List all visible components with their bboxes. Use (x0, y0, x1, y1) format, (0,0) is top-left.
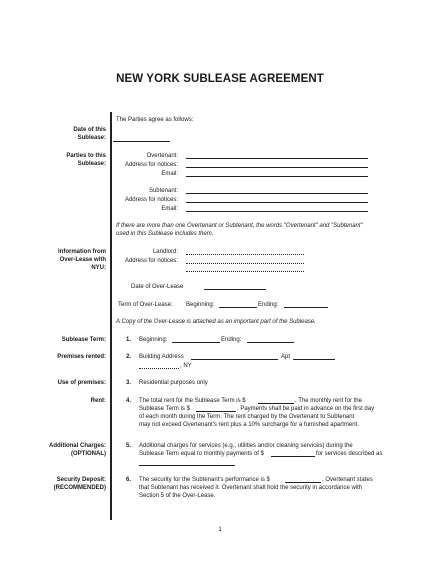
charges-line-1: Additional charges for services (e.g., utilities and/or cleaning services) during the (139, 443, 353, 449)
landlord-address-label: Address for notices: (124, 258, 178, 264)
subtenant-address-label: Address for notices: (124, 197, 178, 203)
building-address-label: Building Address (139, 354, 184, 360)
document-title: NEW YORK SUBLEASE AGREEMENT (116, 73, 324, 85)
info-label-3: NYU: (91, 265, 106, 271)
date-label-1: Date of this (73, 127, 106, 133)
overtenant-address-label: Address for notices: (124, 162, 178, 168)
subtenant-field[interactable] (186, 193, 368, 194)
overtenant-email-label: Email: (161, 171, 178, 177)
parties-label-1: Parties to this (66, 153, 106, 159)
deposit-line-1a: The security for the Subtenant's performance is $ (139, 477, 270, 483)
info-label-2: Over-Lease with (59, 257, 106, 263)
landlord-address-field-2[interactable] (186, 271, 304, 272)
parties-label-2: Sublease: (77, 161, 106, 167)
premises-label: Premises rented: (57, 354, 106, 360)
item-number-5: 5. (126, 443, 132, 449)
deposit-line-3: Section 5 of the Over-Lease. (139, 493, 216, 499)
item-number-3: 3. (126, 380, 132, 386)
overlease-date-field[interactable] (204, 289, 266, 290)
rent-line-3: of each month during the Term. The rent charged by the Overtenant to Subtenant (139, 414, 355, 420)
term-label: Sublease Term: (61, 337, 106, 343)
rent-line-4: may not exceed Overtenant's rent plus a 10% surcharge for a furnished apartment. (139, 422, 359, 428)
rent-line-1b: . The monthly rent for the (295, 398, 362, 404)
apt-field[interactable] (293, 359, 335, 360)
building-address-field[interactable] (191, 359, 278, 360)
item-number-2: 2. (126, 354, 132, 360)
charges-label-1: Additional Charges: (48, 443, 106, 449)
intro-text: The Parties agree as follows: (116, 117, 194, 123)
item-number-6: 6. (126, 477, 132, 483)
subtenant-label: Subtenant: (148, 188, 178, 194)
rent-line-1a: The total rent for the Sublease Term is $ (139, 398, 246, 404)
term-beginning-label: Beginning: (139, 337, 168, 343)
rent-line-2a: Sublease Term is $ (139, 406, 190, 412)
overlease-ending-label: Ending: (258, 302, 279, 308)
deposit-amount-field[interactable] (285, 482, 321, 483)
city-field[interactable] (139, 368, 179, 369)
overtenant-label: Overtenant: (146, 153, 178, 159)
deposit-label-2: (RECOMMENDED) (53, 485, 106, 491)
overlease-ending-field[interactable] (284, 307, 328, 308)
date-label-2: Sublease: (77, 135, 106, 141)
overtenant-field[interactable] (186, 158, 368, 159)
subtenant-email-label: Email: (161, 206, 178, 212)
date-field[interactable] (113, 141, 170, 142)
overlease-copy-note: A Copy of the Over-Lease is attached as an important part of the Sublease. (116, 319, 316, 325)
charges-line-2b: for services described as (316, 451, 383, 457)
rent-label: Rent: (90, 398, 106, 404)
charges-line-2a: Sublease Term equal to monthly payments of $ (139, 451, 264, 457)
charges-label-2: (OPTIONAL) (71, 451, 106, 457)
subtenant-address-field[interactable] (186, 202, 368, 203)
info-label-1: Information from (58, 249, 106, 255)
plural-note-line-2: used in this Sublease includes them. (116, 231, 214, 237)
deposit-label-1: Security Deposit: (56, 477, 106, 483)
landlord-field[interactable] (186, 254, 304, 255)
subtenant-email-field[interactable] (186, 211, 368, 212)
overlease-term-label: Term of Over-Lease: (118, 302, 173, 308)
use-label: Use of premises: (57, 380, 106, 386)
overtenant-email-field[interactable] (186, 176, 368, 177)
landlord-address-field[interactable] (186, 263, 304, 264)
overlease-beginning-label: Beginning: (186, 302, 215, 308)
landlord-label: Landlord: (152, 249, 178, 255)
charges-description-field[interactable] (139, 465, 235, 466)
margin-rule (110, 112, 112, 520)
monthly-rent-field[interactable] (196, 411, 236, 412)
overlease-date-label: Date of Over-Lease (131, 284, 184, 290)
plural-note-line-1: If there are more than one Overtenant or Subtenant, the words "Overtenant" and "Subtenant" (116, 223, 363, 229)
use-text: Residential purposes only (139, 380, 208, 386)
deposit-line-1b: . Overtenant states (322, 477, 373, 483)
overtenant-address-field[interactable] (186, 167, 368, 168)
total-rent-field[interactable] (258, 403, 294, 404)
item-number-1: 1. (126, 337, 132, 343)
page-number: 1 (218, 527, 222, 533)
ny-label: , NY (180, 363, 192, 369)
item-number-4: 4. (126, 398, 132, 404)
charges-amount-field[interactable] (271, 456, 315, 457)
term-ending-field[interactable] (247, 342, 294, 343)
apt-label: Apt (281, 354, 291, 360)
term-ending-label: Ending: (221, 337, 242, 343)
rent-line-2b: . Payments shall be paid in advance on the first day (237, 406, 375, 412)
term-beginning-field[interactable] (172, 342, 220, 343)
overlease-beginning-field[interactable] (219, 307, 257, 308)
deposit-line-2: that Subtenant has received it. Overtenant shall hold the security in accordance with (139, 485, 363, 491)
